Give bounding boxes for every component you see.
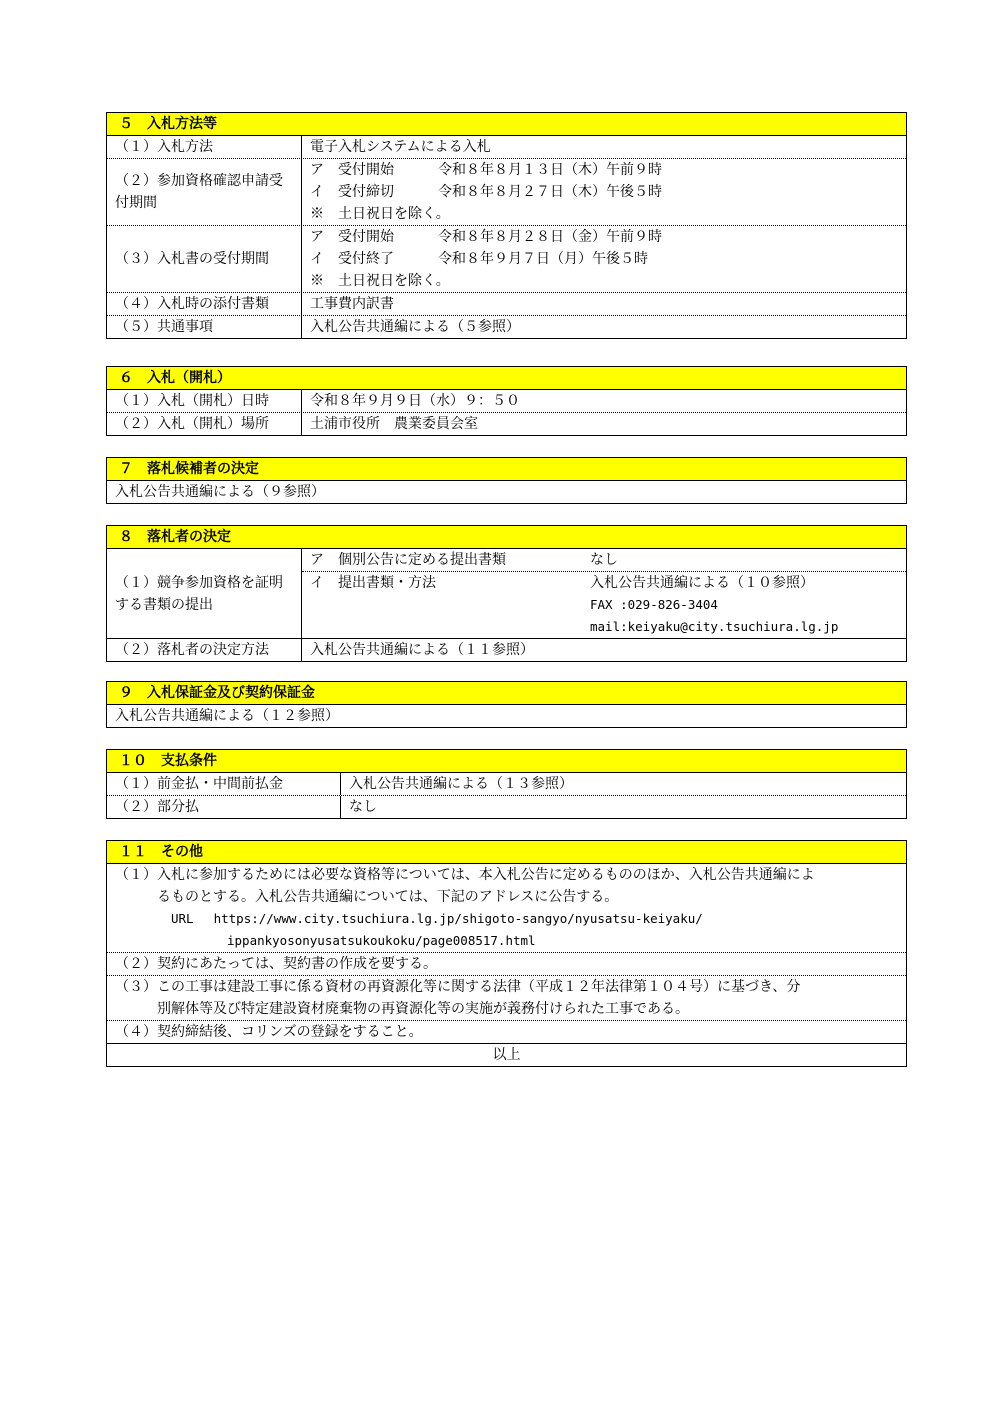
section-10	[106, 749, 907, 819]
s5-row-1	[107, 136, 906, 159]
s11-i3-line1: （３）この工事は建設工事に係る資材の再資源化等に関する法律（平成１２年法律第１０４号）に基づき、分	[115, 979, 801, 995]
s11-i1-line2: るものとする。入札公告共通編については、下記のアドレスに公告する。	[157, 889, 619, 905]
s8-fax: FAX :029-826-3404	[590, 597, 718, 612]
s5-row-3-label: （３）入札書の受付期間	[107, 226, 302, 292]
section-6	[106, 366, 907, 436]
s10-row-1-value: 入札公告共通編による（１３参照）	[349, 776, 573, 792]
s6-row-2-value: 土浦市役所 農業委員会室	[310, 416, 478, 432]
section-11-title: １１ その他	[107, 841, 906, 864]
s6-row-2-label: （２）入札（開札）場所	[107, 413, 302, 435]
s10-row-2-label: （２）部分払	[107, 796, 341, 818]
s8-row-1-label: （１）競争参加資格を証明する書類の提出	[107, 549, 302, 638]
s5-row-2-label: （２）参加資格確認申請受付期間	[107, 159, 302, 225]
section-10-title: １０ 支払条件	[107, 750, 906, 773]
section-5-title: ５ 入札方法等	[107, 113, 906, 136]
s11-item-1	[107, 864, 906, 953]
section-11	[106, 840, 907, 1067]
section-5	[106, 112, 907, 339]
section-9-text: 入札公告共通編による（１２参照）	[115, 708, 339, 724]
s5-r3-l2-b: 令和８年９月７日（月）午後５時	[438, 251, 648, 267]
s6-row-1-value: 令和８年９月９日（水）９：５０	[310, 393, 520, 409]
s5-row-4-value: 工事費内訳書	[310, 296, 394, 312]
s8-b2: 入札公告共通編による（１０参照）	[590, 575, 814, 591]
s5-r3-l1-b: 令和８年８月２８日（金）午前９時	[438, 229, 662, 245]
s11-item-4: （４）契約締結後、コリンズの登録をすること。	[107, 1021, 906, 1044]
s5-row-1-label: （１）入札方法	[107, 136, 302, 158]
section-9-title: ９ 入札保証金及び契約保証金	[107, 682, 906, 705]
section-6-title: ６ 入札（開札）	[107, 367, 906, 390]
s5-r2-l1-b: 令和８年８月１３日（木）午前９時	[438, 162, 662, 178]
s8-row-2-label: （２）落札者の決定方法	[107, 639, 302, 661]
section-8-title: ８ 落札者の決定	[107, 526, 906, 549]
s6-row-2	[107, 413, 906, 435]
s8-mail: mail:keiyaku@city.tsuchiura.lg.jp	[590, 619, 839, 634]
section-7-text: 入札公告共通編による（９参照）	[115, 484, 325, 500]
s5-row-2	[107, 159, 906, 226]
section-7-title: ７ 落札候補者の決定	[107, 458, 906, 481]
s5-row-3-value	[302, 226, 906, 292]
s8-row-2-value: 入札公告共通編による（１１参照）	[310, 642, 534, 658]
s5-r2-l3-a: ※ 土日祝日を除く。	[310, 206, 450, 222]
section-7	[106, 457, 907, 504]
s10-row-1-label: （１）前金払・中間前払金	[107, 773, 341, 795]
s10-row-1	[107, 773, 906, 796]
s5-r3-l2-a: イ 受付終了	[310, 251, 394, 267]
s6-row-1	[107, 390, 906, 413]
s8-row-2	[107, 639, 906, 661]
s5-r2-l1-a: ア 受付開始	[310, 162, 394, 178]
s11-url-line2[interactable]: ippankyosonyusatsukoukoku/page008517.html	[227, 933, 536, 948]
s5-row-1-value: 電子入札システムによる入札	[310, 139, 491, 155]
s11-item-2: （２）契約にあたっては、契約書の作成を要する。	[107, 953, 906, 976]
s10-row-2	[107, 796, 906, 818]
s11-url-line1[interactable]: URL https://www.city.tsuchiura.lg.jp/shigoto-sangyo/nyusatsu-keiyaku/	[171, 911, 703, 926]
s5-r3-l1-a: ア 受付開始	[310, 229, 394, 245]
s5-r2-l2-a: イ 受付締切	[310, 184, 394, 200]
s5-row-3	[107, 226, 906, 293]
s8-a1: ア 個別公告に定める提出書類	[310, 552, 506, 568]
s8-a2: イ 提出書類・方法	[310, 575, 436, 591]
s11-i1-line1: （１）入札に参加するためには必要な資格等については、本入札公告に定めるもののほか、入札公告共通編によ	[115, 867, 815, 883]
s5-r3-l3-a: ※ 土日祝日を除く。	[310, 273, 450, 289]
s6-row-1-label: （１）入札（開札）日時	[107, 390, 302, 412]
s11-i3-line2: 別解体等及び特定建設資材廃棄物の再資源化等の実施が義務付けられた工事である。	[157, 1001, 689, 1017]
s8-b1: なし	[590, 552, 618, 568]
s5-row-4-label: （４）入札時の添付書類	[107, 293, 302, 315]
s5-row-5-label: （５）共通事項	[107, 316, 302, 338]
s5-row-5	[107, 316, 906, 338]
s11-item-3	[107, 976, 906, 1021]
section-9	[106, 681, 907, 728]
s5-r2-l2-b: 令和８年８月２７日（木）午後５時	[438, 184, 662, 200]
s10-row-2-value: なし	[349, 799, 377, 815]
s5-row-5-value: 入札公告共通編による（５参照）	[310, 319, 520, 335]
s5-row-4	[107, 293, 906, 316]
s8-row-1-value	[302, 549, 906, 638]
section-8	[106, 525, 907, 662]
s5-row-2-value	[302, 159, 906, 225]
end-mark: 以上	[492, 1047, 521, 1063]
s8-row-1	[107, 549, 906, 639]
